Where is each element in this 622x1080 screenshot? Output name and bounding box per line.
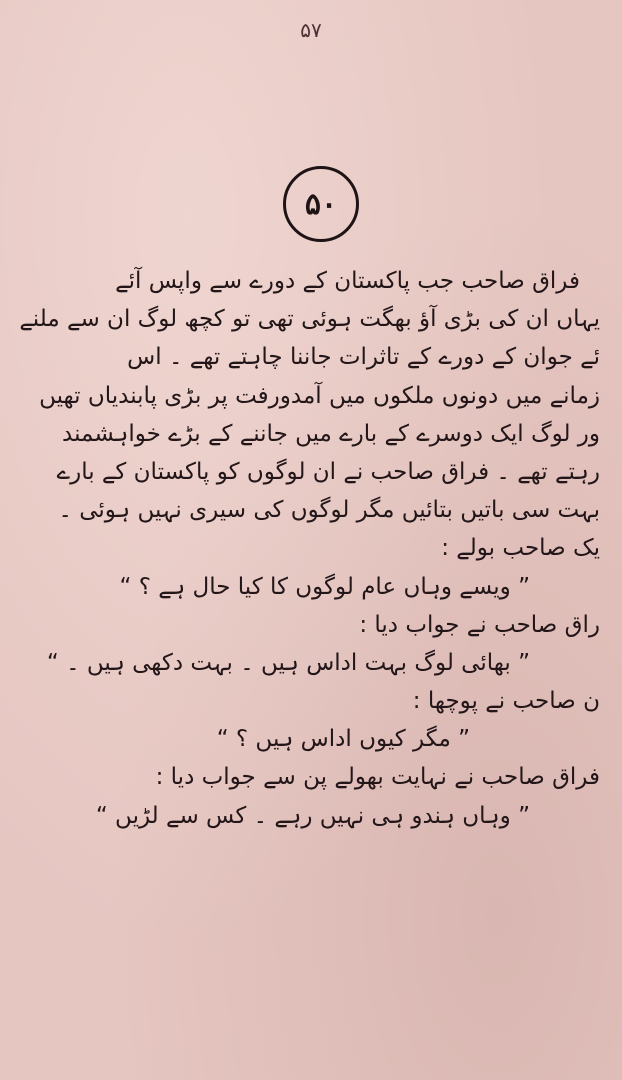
text-line: ” بھائی لوگ بہت اداس ہیں ۔ بہت دکھی ہیں ۔ “: [46, 649, 530, 676]
page-number: ۵۷: [300, 18, 322, 42]
text-line: یک صاحب بولے :: [441, 535, 600, 562]
text-line: یہاں ان کی بڑی آؤ بھگت ہوئی تھی تو کچھ لوگ ان سے ملنے: [19, 306, 600, 333]
text-line: ئے جوان کے دورے کے تاثرات جاننا چاہتے تھے ۔ اس: [127, 344, 600, 371]
text-line: زمانے میں دونوں ملکوں میں آمدورفت پر بڑی پابندیاں تھیں: [39, 382, 600, 409]
text-line: فراق صاحب جب پاکستان کے دورے سے واپس آئے: [115, 268, 580, 294]
text-line: راق صاحب نے جواب دیا :: [359, 611, 600, 638]
text-line: رہتے تھے ۔ فراق صاحب نے ان لوگوں کو پاکستان کے بارے: [56, 458, 600, 485]
text-line: بہت سی باتیں بتائیں مگر لوگوں کی سیری نہیں ہوئی ۔: [58, 497, 600, 524]
anecdote-text: [0, 262, 600, 835]
text-line: فراق صاحب نے نہایت بھولے پن سے جواب دیا :: [155, 764, 600, 791]
text-line: ” وہاں ہندو ہی نہیں رہے ۔ کس سے لڑیں “: [95, 802, 530, 829]
text-line: ور لوگ ایک دوسرے کے بارے میں جاننے کے بڑے خواہشمند: [62, 420, 600, 447]
chapter-number-circle: [283, 166, 359, 242]
text-line: ن صاحب نے پوچھا :: [412, 688, 600, 715]
chapter-number: ۵۰: [304, 186, 338, 222]
text-line: ” مگر کیوں اداس ہیں ؟ “: [216, 726, 470, 753]
text-line: ” ویسے وہاں عام لوگوں کا کیا حال ہے ؟ “: [119, 573, 530, 600]
